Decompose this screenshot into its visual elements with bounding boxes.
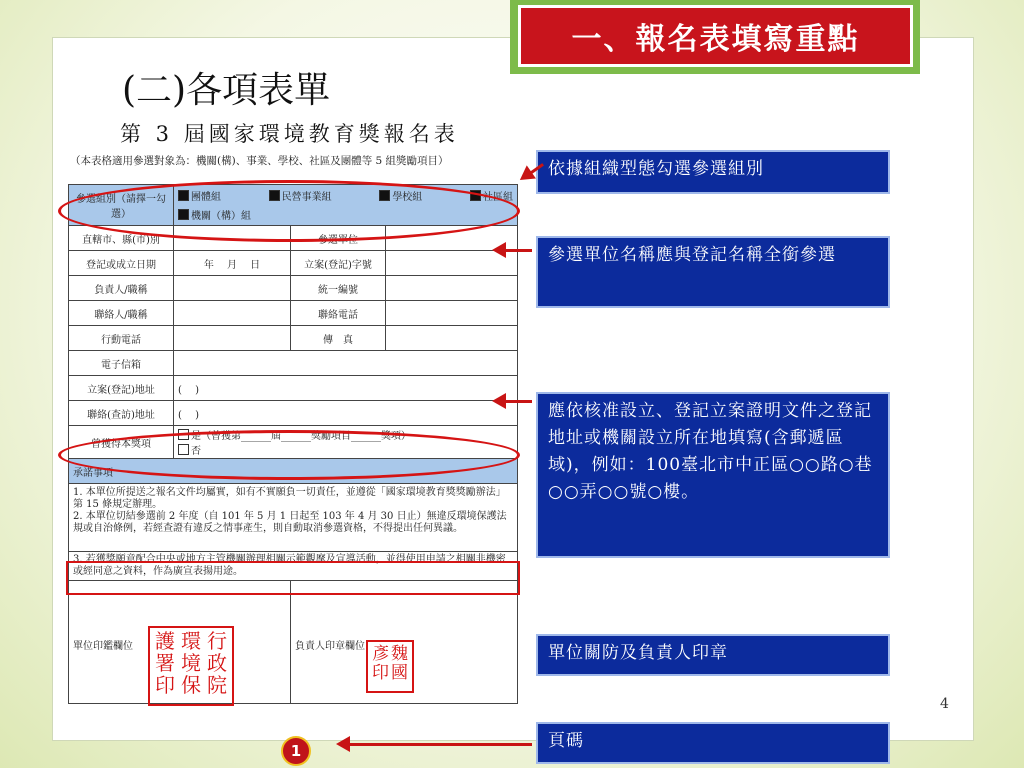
- opt-school[interactable]: 學校組: [379, 188, 422, 203]
- form-note: （本表格適用參選對象為：機關(構)、事業、學校、社區及團體等 5 組獎勵項目）: [70, 155, 449, 167]
- leader-seal: 魏 國 彥 印: [366, 640, 414, 693]
- commit-item-1: 1. 本單位所提送之報名文件均屬實，如有不實願負一切責任，並遵從「國家環境教育獎獎勵辦法」第 15 條規定辦理。: [73, 487, 506, 510]
- unit-label: 參選單位: [291, 226, 386, 251]
- mobile-field[interactable]: [174, 326, 291, 351]
- fax-field[interactable]: [386, 326, 518, 351]
- leader-field[interactable]: [174, 276, 291, 301]
- city-label: 直轄市、縣(市)別: [69, 226, 174, 251]
- arrow-left-icon: [504, 400, 532, 403]
- opt-private[interactable]: 民營事業組: [269, 188, 332, 203]
- callout-unit: 參選單位名稱應與登記名稱全銜參選: [536, 236, 890, 308]
- reg-date-field[interactable]: 年 月 日: [174, 251, 291, 276]
- callout-page: 頁碼: [536, 722, 890, 764]
- case-no-label: 立案(登記)字號: [291, 251, 386, 276]
- uniform-no-field[interactable]: [386, 276, 518, 301]
- fax-label: 傳 真: [291, 326, 386, 351]
- group-label: 參選組別（請擇一勾選）: [69, 185, 174, 226]
- opt-community[interactable]: 社區組: [470, 188, 513, 203]
- opt-agency[interactable]: 機關（構）組: [178, 207, 513, 222]
- agency-seal: 行 政 院 環 境 保 護 署 印: [148, 626, 234, 706]
- callout-address: 應依核准設立、登記立案證明文件之登記地址或機關設立所在地填寫(含郵遞區域)，例如：100臺北市中正區○○路○巷○○弄○○號○樓。: [536, 392, 890, 558]
- reg-addr-label: 立案(登記)地址: [69, 376, 174, 401]
- highlight-rect-commit: [66, 561, 520, 595]
- uniform-no-label: 統一編號: [291, 276, 386, 301]
- mobile-label: 行動電話: [69, 326, 174, 351]
- commit-item-2: 2. 本單位切結參選前 2 年度（自 101 年 5 月 1 日起至 103 年 4 月 30 日止）無違反環境保護法規或自治條例，若經查證有違反之情事產生，則自動取消參選資格，不得提出任何異議。: [73, 511, 507, 534]
- commit-header: 承諾事項: [69, 459, 518, 484]
- callout-seal: 單位關防及負責人印章: [536, 634, 890, 676]
- prev-no-option[interactable]: 否: [178, 442, 513, 457]
- contact-addr-label: 聯絡(查訪)地址: [69, 401, 174, 426]
- commit-items: [69, 484, 518, 552]
- contact-tel-label: 聯絡電話: [291, 301, 386, 326]
- contact-field[interactable]: [174, 301, 291, 326]
- opt-group[interactable]: 團體組: [178, 188, 221, 203]
- contact-label: 聯絡人/職稱: [69, 301, 174, 326]
- arrow-left-icon: [348, 743, 532, 746]
- reg-addr-field[interactable]: ( ): [174, 376, 518, 401]
- seal-unit-label: 單位印鑑欄位: [73, 640, 133, 652]
- section-heading: (二)各項表單: [122, 70, 331, 111]
- arrow-left-icon: [504, 249, 532, 252]
- reg-date-label: 登記或成立日期: [69, 251, 174, 276]
- leader-label: 負責人/職稱: [69, 276, 174, 301]
- prev-award-label: 曾獲得本獎項: [69, 426, 174, 459]
- slide-title: 一、報名表填寫重點: [518, 5, 913, 67]
- form-title: 第 3 屆國家環境教育獎報名表: [120, 122, 459, 146]
- highlight-oval-award: [58, 430, 520, 480]
- page-badge: 1: [281, 736, 311, 766]
- email-field[interactable]: [174, 351, 518, 376]
- seal-leader-label: 負責人印章欄位: [295, 640, 365, 652]
- contact-addr-field[interactable]: ( ): [174, 401, 518, 426]
- page-number: 4: [940, 696, 949, 712]
- prev-yes-option[interactable]: 是（曾獲第______屆______獎勵項目______獎項）: [178, 427, 513, 442]
- highlight-oval-group: [58, 180, 520, 242]
- contact-tel-field[interactable]: [386, 301, 518, 326]
- callout-group: 依據組織型態勾選參選組別: [536, 150, 890, 194]
- commit-item-3: 3. 若獲獎願意配合中央或地方主管機關辦理相關示範觀摩及宣導活動，並得使用申請之相關非機密或經同意之資料，作為廣宣表揚用途。: [69, 552, 518, 581]
- email-label: 電子信箱: [69, 351, 174, 376]
